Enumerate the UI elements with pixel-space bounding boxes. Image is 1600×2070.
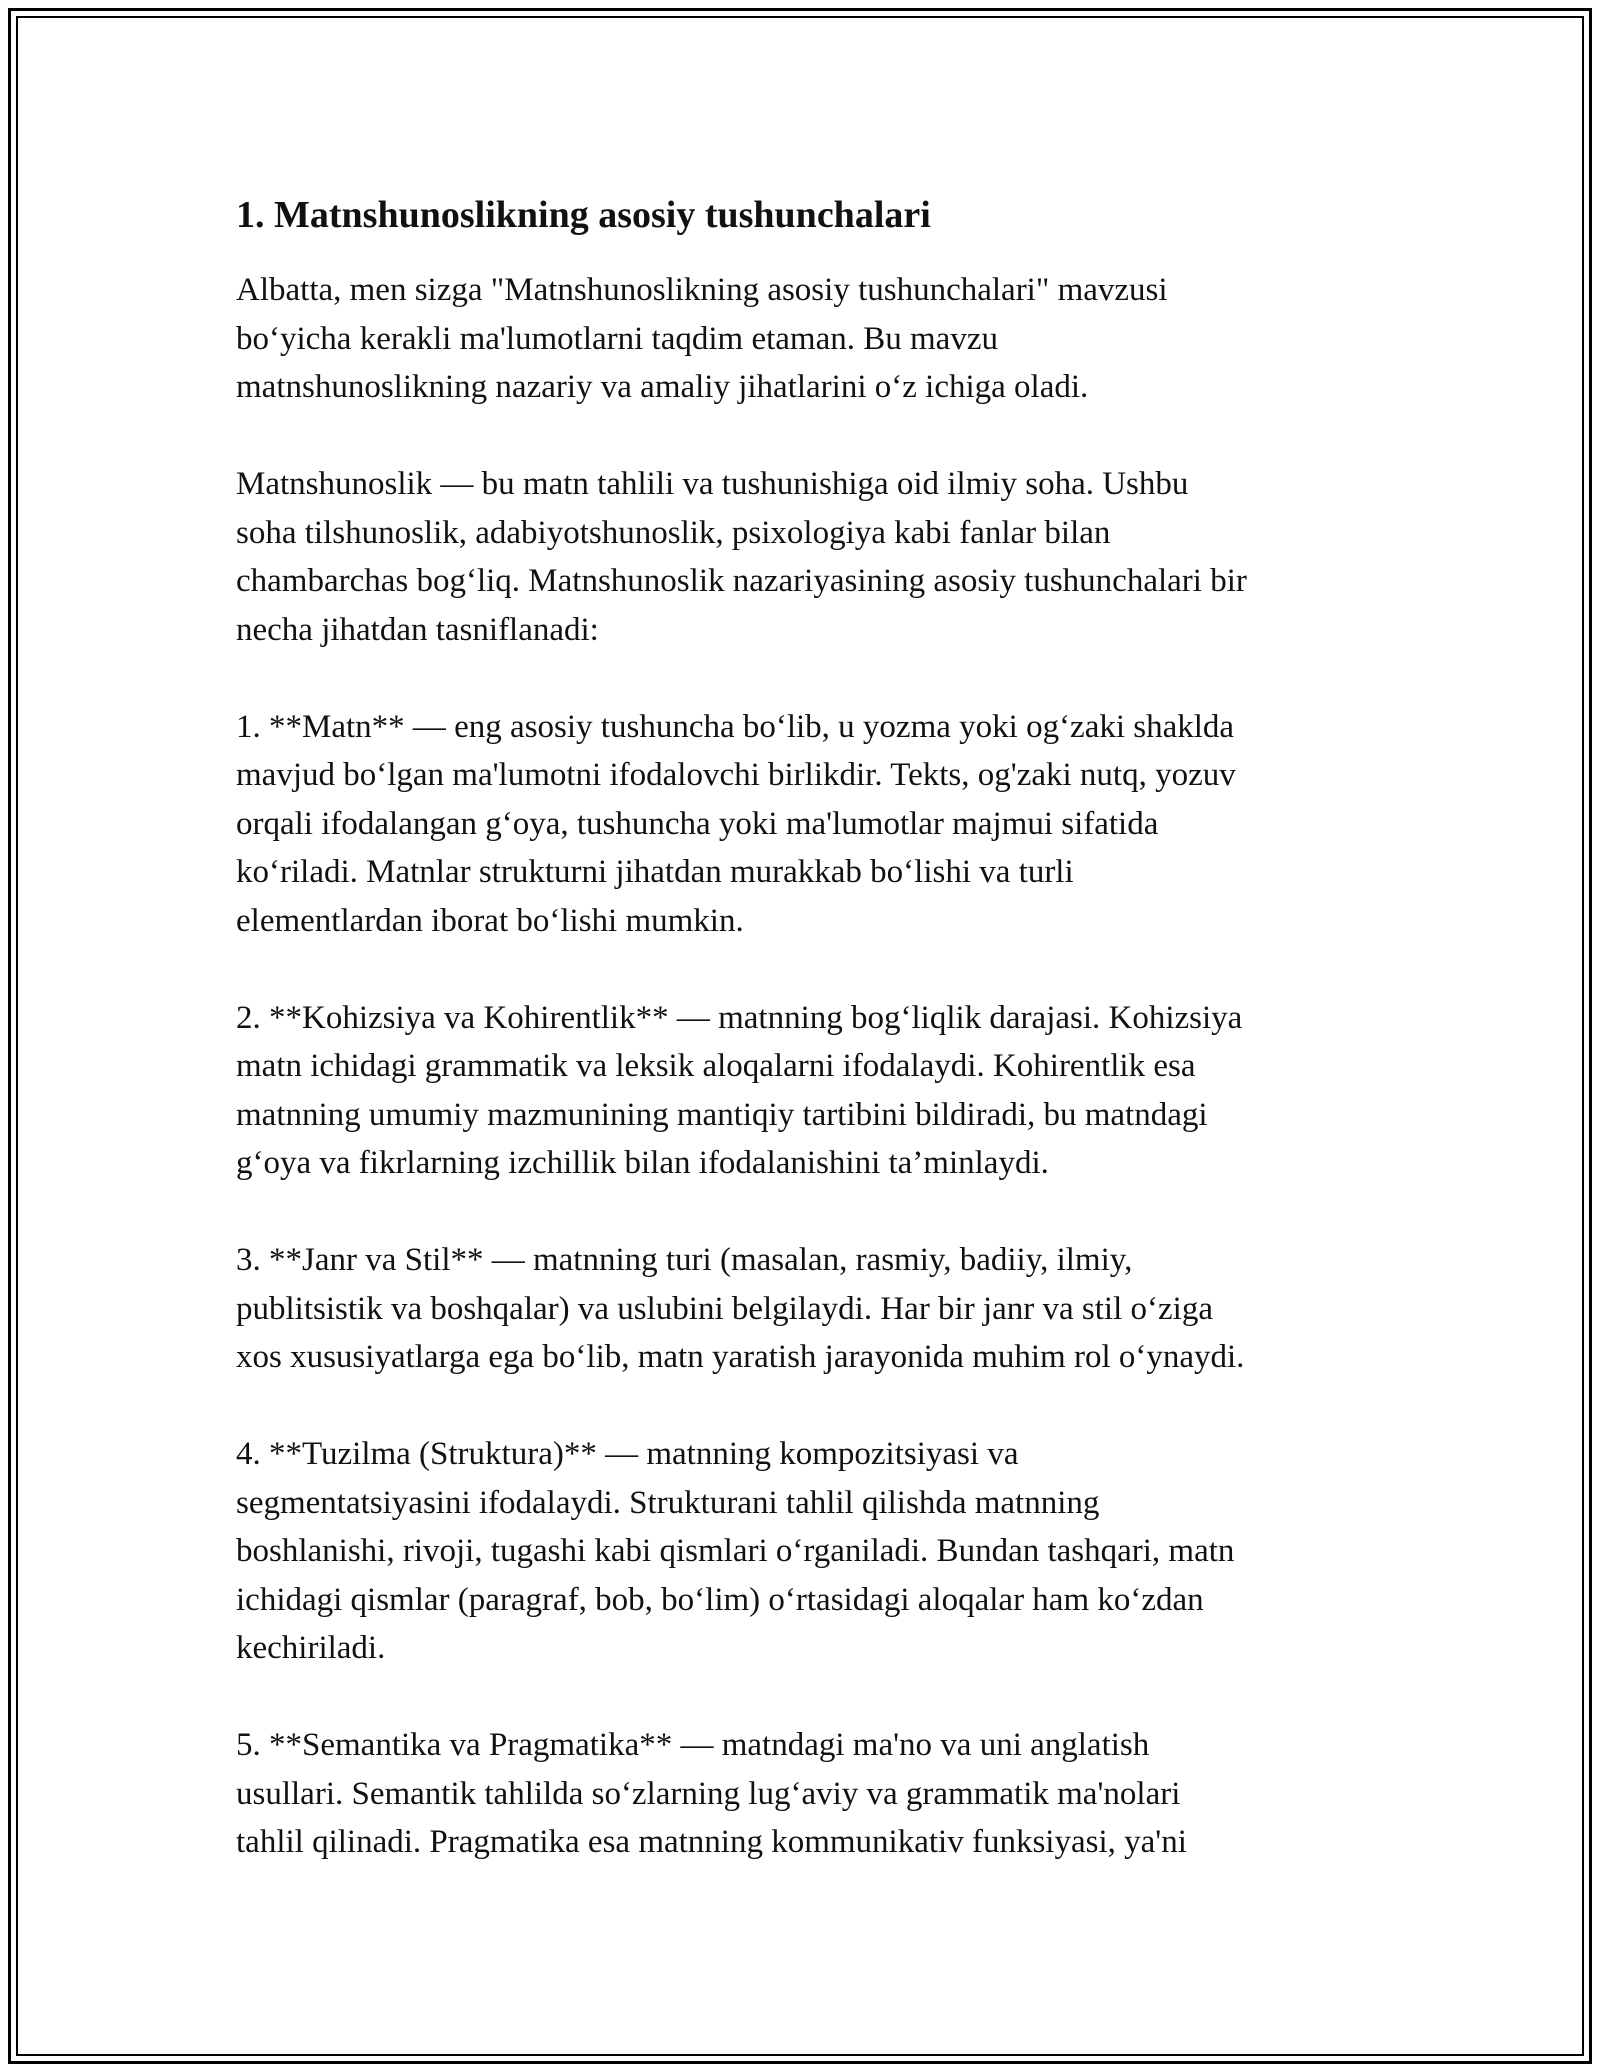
paragraph-item-tuzilma: 4. **Tuzilma (Struktura)** — matnning kompozitsiyasi va segmentatsiyasini ifodalaydi. Strukturani tahlil qilishda matnning boshlanishi, rivoji, tugashi kabi qismlari o‘rganiladi. Bundan tashqari, matn ichidagi qismlar (paragraf, bob, bo‘lim) o‘rtasidagi aloqalar ham ko‘zdan kechiriladi.	[236, 1436, 1235, 1666]
paragraph-item-matn: 1. **Matn** — eng asosiy tushuncha bo‘lib, u yozma yoki og‘zaki shaklda mavjud bo‘lgan ma'lumotni ifodalovchi birlikdir. Tekts, og'zaki nutq, yozuv orqali ifodalangan g‘oya, tushuncha yoki ma'lumotlar majmui sifatida ko‘riladi. Matnlar strukturni jihatdan murakkab bo‘lishi va turli elementlardan iborat bo‘lishi mumkin.	[236, 708, 1236, 939]
paragraph-definition: Matnshunoslik — bu matn tahlili va tushunishiga oid ilmiy soha. Ushbu soha tilshunoslik, adabiyotshunoslik, psixologiya kabi fanlar bilan chambarchas bog‘liq. Matnshunoslik nazariyasining asosiy tushunchalari bir necha jihatdan tasniflanadi:	[236, 466, 1247, 648]
paragraph-item-kohizsiya: 2. **Kohizsiya va Kohirentlik** — matnning bog‘liqlik darajasi. Kohizsiya matn ichidagi grammatik va leksik aloqalarni ifodalaydi. Kohirentlik esa matnning umumiy mazmunining mantiqiy tartibini bildiradi, bu matndagi g‘oya va fikrlarning izchillik bilan ifodalanishini ta’minlaydi.	[236, 999, 1243, 1181]
paragraph-intro: Albatta, men sizga "Matnshunoslikning asosiy tushunchalari" mavzusi bo‘yicha kerakli ma'lumotlarni taqdim etaman. Bu mavzu matnshunoslikning nazariy va amaliy jihatlarini o‘z ichiga oladi.	[236, 272, 1168, 405]
paragraph-item-semantika: 5. **Semantika va Pragmatika** — matndagi ma'no va uni anglatish usullari. Semantik tahlilda so‘zlarning lug‘aviy va grammatik ma'nolari tahlil qilinadi. Pragmatika esa matnning kommunikativ funksiyasi, ya'ni	[236, 1727, 1187, 1860]
paragraph-item-janr: 3. **Janr va Stil** — matnning turi (masalan, rasmiy, badiiy, ilmiy, publitsistik va boshqalar) va uslubini belgilaydi. Har bir janr va stil o‘ziga xos xususiyatlarga ega bo‘lib, matn yaratish jarayonida muhim rol o‘ynaydi.	[236, 1242, 1245, 1375]
document-title: 1. Matnshunoslikning asosiy tushunchalari	[236, 194, 931, 236]
document-body	[236, 190, 1376, 1867]
